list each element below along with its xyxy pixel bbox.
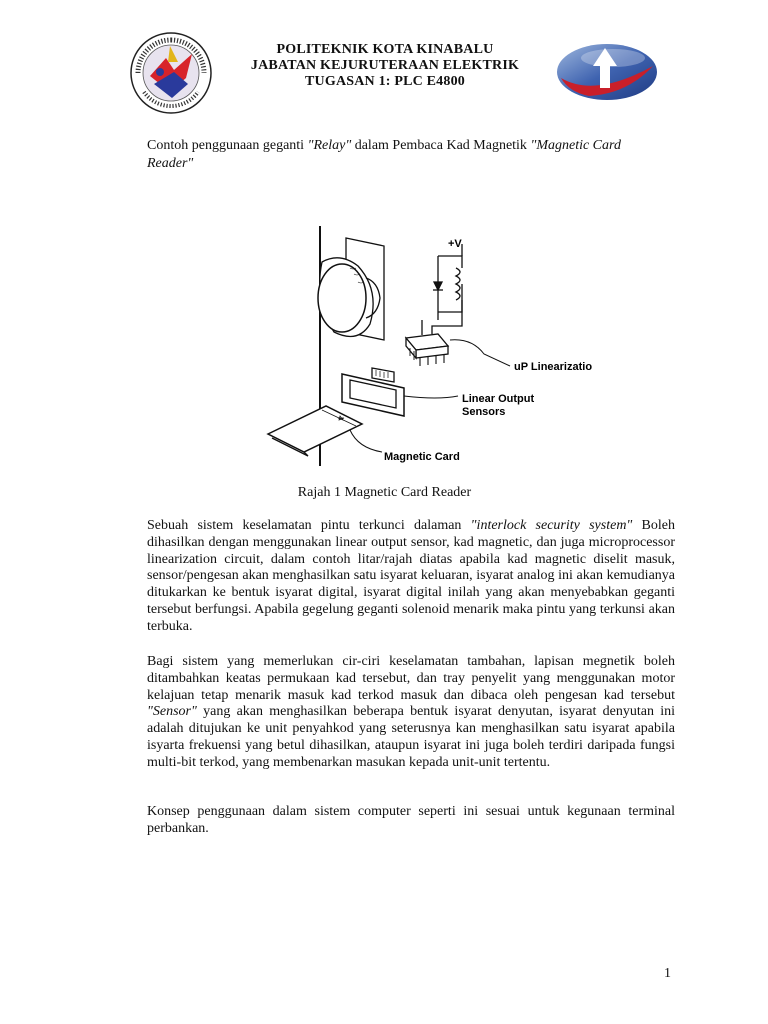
paragraph1-pre: Sebuah sistem keselamatan pintu terkunci dalaman — [147, 518, 471, 533]
paragraph2-pre: Bagi sistem yang memerlukan cir-ciri keselamatan tambahan, lapisan megnetik boleh ditambahkan keatas permukaan kad tersebut, dan tray penyelit yang menggunakan motor kelajuan tetap menarik masuk kad terkod masuk dan dibaca oleh pengesan kad tersebut — [147, 654, 675, 703]
intro-pre: Contoh penggunaan geganti — [147, 138, 308, 153]
figure-label-linear-output: Linear Output — [462, 393, 535, 405]
intro-mid: dalam Pembaca Kad Magnetik — [351, 138, 531, 153]
header-assignment: TUGASAN 1: PLC E4800 — [305, 74, 465, 89]
polytechnic-swoosh-logo — [555, 36, 663, 104]
magnetic-card-reader-figure — [262, 220, 592, 470]
paragraph-banking-terminal: Konsep penggunaan dalam sistem computer seperti ini sesuai untuk kegunaan terminal perbankan. — [147, 804, 675, 836]
intro-relay-term: "Relay" — [307, 138, 352, 153]
figure-label-up-linearization: uP Linearization — [514, 361, 592, 373]
document-header — [210, 42, 560, 90]
figure-label-magnetic-card: Magnetic Card — [384, 451, 460, 463]
paragraph1-term: "interlock security system" — [470, 518, 633, 533]
paragraph1-body: Boleh dihasilkan dengan menggunakan linear output sensor, kad magnetic, dan juga microprocessor linearization circuit, dalam contoh litar/rajah diatas apabila kad magnetic diselit masuk, sensor/pengesan akan menghasilkan satu isyarat keluaran, isyarat analog ini akan kemudianya ditukarkan ke bentuk isyarat digital, isyarat digital inilah yang akan menyebabkan geganti tersebut berfungsi. Apabila gegelung geganti solenoid menarik maka pintu yang terkunsi akan terbuka. — [147, 518, 675, 634]
figure-label-vplus: +V — [448, 238, 462, 250]
header-department: JABATAN KEJURUTERAAN ELEKTRIK — [250, 58, 520, 73]
paragraph2-body: yang akan menghasilkan beberapa bentuk isyarat denyutan, isyarat denyutan ini adalah ditujukan ke unit penyahkod yang seterusnya kan menghasilkan satu isyarat apabila isyarta frekuensi yang betul dihasilkan, ataupun isyarat ini juga boleh terdiri daripada fungsi multi-bit terkod, yang membenarkan masukan kepada unit-unit tertentu. — [147, 704, 675, 770]
ministry-seal-logo — [130, 32, 212, 114]
page-number: 1 — [664, 966, 671, 981]
paragraph-additional-security — [147, 654, 675, 772]
card-reader-diagram — [262, 220, 592, 470]
figure-label-sensors: Sensors — [462, 406, 506, 418]
header-institution: POLITEKNIK KOTA KINABALU — [276, 42, 494, 57]
paragraph2-term: "Sensor" — [147, 704, 197, 720]
paragraph-interlock-system — [147, 518, 675, 636]
figure-caption: Rajah 1 Magnetic Card Reader — [297, 485, 472, 500]
intro-text — [147, 137, 667, 173]
intro-mcr-term: "Magnetic Card Reader" — [147, 138, 621, 171]
